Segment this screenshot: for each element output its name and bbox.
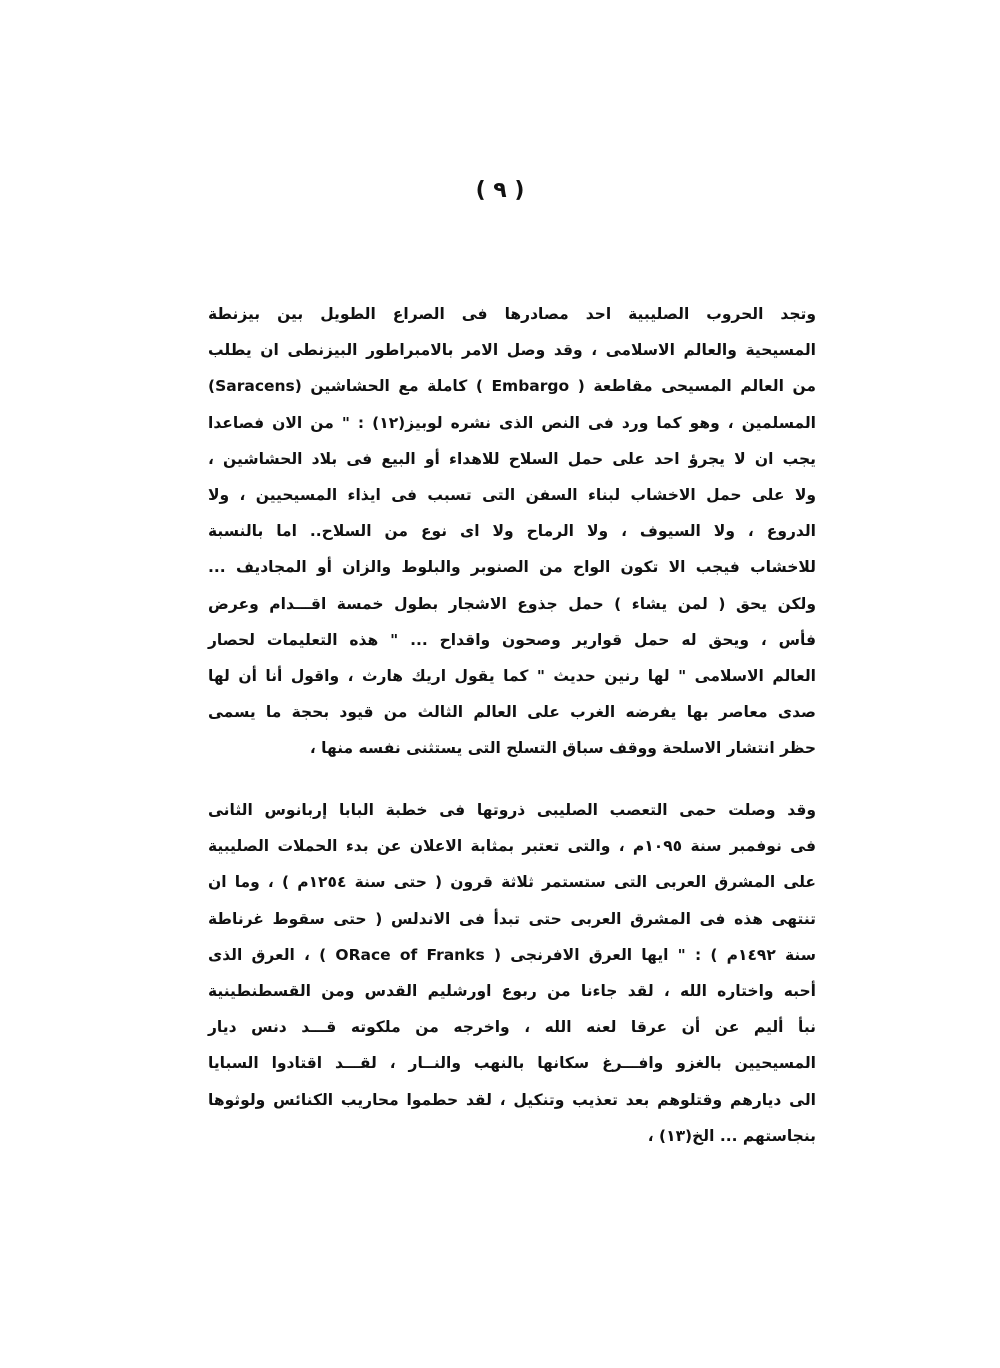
paragraph-1 [208,296,816,766]
paragraph-line: المسيحية والعالم الاسلامى ، وقد وصل الامر بالامبراطور البيزنطى ان يطلب [208,341,816,360]
paragraph-line: وتجد الحروب الصليبية احد مصادرها فى الصراع الطويل بين بيزنطة [208,305,816,323]
paragraph-line: أحبه واختاره الله ، لقد جاءنا من ربوع اورشليم القدس ومن القسطنطينية [208,981,816,1000]
paragraph-line: من العالم المسيحى مقاطعة ( Embargo ) كاملة مع الحشاشين (Saracens) [208,377,816,396]
paragraph-line: صدى معاصر بها يفرضه الغرب على العالم الثالث من قيود بحجة ما يسمى [208,703,816,722]
paragraph-line: سنة ١٤٩٢م ) : " ايها العرق الافرنجى ( ORace of Franks ) ، العرق الذى [208,945,816,964]
paragraph-line: ولكن يحق ( لمن يشاء ) حمل جذوع الاشجار بطول خمسة اقـــدام وعرض [208,594,816,613]
paragraph-line: المسيحيين بالغزو وافـــرغ سكانها بالنهب والنــار ، لقـــد اقتادوا السبايا [208,1054,816,1073]
paragraph-line: للاخشاب فيجب الا تكون الواح من الصنوبر والبلوط والزان أو المجاديف ... [208,558,816,577]
page-number: ( ٩ ) [475,178,525,203]
paragraph-line: الى ديارهم وقتلوهم بعد تعذيب وتنكيل ، لقد حطموا محاريب الكنائس ولوثوها [208,1090,816,1109]
paragraph-line: فى نوفمبر سنة ١٠٩٥م ، والتى تعتبر بمثابة الاعلان عن بدء الحملات الصليبية [208,837,816,856]
paragraph-line: على المشرق العربى التى ستستمر ثلاثة قرون ( حتى سنة ١٢٥٤م ) ، وما ان [208,873,816,892]
paragraph-line: نبأ أليم عن أن عرقا لعنه الله ، واخرجه من ملكوته قـــد دنس ديار [208,1018,816,1037]
paragraph-line: ولا على حمل الاخشاب لبناء السفن التى تسبب فى ايذاء المسيحيين ، ولا [208,485,816,504]
paragraph-line: الدروع ، ولا السيوف ، ولا الرماح ولا اى نوع من السلاح.. اما بالنسبة [208,522,816,541]
paragraph-line: وقد وصلت حمى التعصب الصليبى ذروتها فى خطبة البابا إربانوس الثانى [208,801,816,819]
paragraph-line: يجب ان لا يجرؤ احد على حمل السلاح للاهداء أو البيع فى بلاد الحشاشين ، [208,449,816,468]
paragraph-line: تنتهى هذه فى المشرق العربى حتى تبدأ فى الاندلس ( حتى سقوط غرناطة [208,909,816,928]
paragraph-line: حظر انتشار الاسلحة ووقف سباق التسلح التى يستثنى نفسه منها ، [309,739,816,758]
paragraph-line: المسلمين ، وهو كما ورد فى النص الذى نشره لوبيز(١٢) : " من الان فصاعدا [208,413,816,432]
paragraph-line: فأس ، ويحق له حمل قوارير وصحون واقداح ... " هذه التعليمات لحصار [208,630,816,649]
paragraph-line: العالم الاسلامى " لها رنين حديث " كما يقول اريك هارث ، واقول أنا أن لها [208,666,816,685]
paragraph-2 [208,792,816,1154]
paragraph-line: بنجاستهم ... الخ(١٣) ، [647,1126,816,1145]
